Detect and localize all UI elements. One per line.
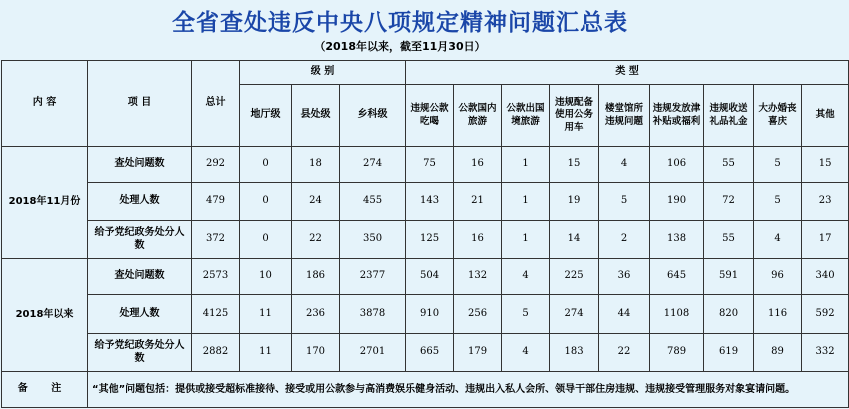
cell-value: 10 [240, 259, 292, 295]
header-level: 县处级 [292, 85, 340, 147]
cell-value: 11 [240, 334, 292, 372]
cell-value: 125 [406, 221, 454, 259]
cell-value: 0 [240, 221, 292, 259]
cell-value: 1108 [650, 295, 704, 334]
table-row [2, 334, 849, 372]
cell-value: 2377 [340, 259, 406, 295]
table-row [2, 183, 849, 221]
header-type: 大办婚丧喜庆 [754, 85, 802, 147]
cell-value: 138 [650, 221, 704, 259]
cell-value: 350 [340, 221, 406, 259]
table-row [2, 259, 849, 295]
cell-value: 4 [502, 259, 550, 295]
header-level: 地厅级 [240, 85, 292, 147]
cell-value: 504 [406, 259, 454, 295]
cell-value: 75 [406, 147, 454, 183]
cell-value: 372 [192, 221, 240, 259]
cell-value: 225 [550, 259, 599, 295]
cell-value: 340 [802, 259, 849, 295]
cell-value: 665 [406, 334, 454, 372]
cell-value: 789 [650, 334, 704, 372]
cell-value: 18 [292, 147, 340, 183]
page-title: 全省查处违反中央八项规定精神问题汇总表 [172, 10, 628, 36]
table-row [2, 147, 849, 183]
item-label: 给予党纪政务处分人数 [88, 334, 192, 372]
cell-value: 0 [240, 183, 292, 221]
cell-value: 55 [704, 147, 754, 183]
cell-value: 22 [292, 221, 340, 259]
header-type-group: 类 型 [406, 61, 849, 85]
header-item: 项 目 [88, 61, 192, 147]
cell-value: 19 [550, 183, 599, 221]
cell-value: 2573 [192, 259, 240, 295]
header-type: 公款国内旅游 [454, 85, 502, 147]
item-label: 处理人数 [88, 295, 192, 334]
header-type: 违规发放津补贴或福利 [650, 85, 704, 147]
cell-value: 183 [550, 334, 599, 372]
cell-value: 5 [754, 183, 802, 221]
cell-value: 1 [502, 183, 550, 221]
summary-table [1, 60, 849, 408]
cell-value: 1 [502, 147, 550, 183]
table-row [2, 295, 849, 334]
cell-value: 16 [454, 147, 502, 183]
item-label: 查处问题数 [88, 147, 192, 183]
cell-value: 22 [599, 334, 650, 372]
cell-value: 332 [802, 334, 849, 372]
period-label: 2018年11月份 [2, 147, 88, 259]
cell-value: 14 [550, 221, 599, 259]
cell-value: 116 [754, 295, 802, 334]
cell-value: 619 [704, 334, 754, 372]
cell-value: 72 [704, 183, 754, 221]
cell-value: 4125 [192, 295, 240, 334]
cell-value: 55 [704, 221, 754, 259]
cell-value: 11 [240, 295, 292, 334]
header-type: 违规公款吃喝 [406, 85, 454, 147]
cell-value: 645 [650, 259, 704, 295]
cell-value: 16 [454, 221, 502, 259]
item-label: 查处问题数 [88, 259, 192, 295]
cell-value: 274 [340, 147, 406, 183]
cell-value: 3878 [340, 295, 406, 334]
cell-value: 186 [292, 259, 340, 295]
cell-value: 143 [406, 183, 454, 221]
cell-value: 24 [292, 183, 340, 221]
cell-value: 2882 [192, 334, 240, 372]
cell-value: 5 [502, 295, 550, 334]
note-text: “其他”问题包括：提供或接受超标准接待、接受或用公款参与高消费娱乐健身活动、违规出入私人会所、领导干部住房违规、违规接受管理服务对象宴请问题。 [88, 372, 849, 408]
cell-value: 1 [502, 221, 550, 259]
header-row-1 [2, 61, 849, 85]
header-level: 乡科级 [340, 85, 406, 147]
cell-value: 910 [406, 295, 454, 334]
cell-value: 4 [599, 147, 650, 183]
cell-value: 455 [340, 183, 406, 221]
page-subtitle: （2018年以来，截至11月30日） [314, 40, 486, 53]
cell-value: 44 [599, 295, 650, 334]
cell-value: 5 [754, 147, 802, 183]
item-label: 处理人数 [88, 183, 192, 221]
cell-value: 274 [550, 295, 599, 334]
cell-value: 23 [802, 183, 849, 221]
cell-value: 132 [454, 259, 502, 295]
cell-value: 170 [292, 334, 340, 372]
cell-value: 591 [704, 259, 754, 295]
cell-value: 592 [802, 295, 849, 334]
cell-value: 236 [292, 295, 340, 334]
cell-value: 15 [550, 147, 599, 183]
header-type: 违规收送礼品礼金 [704, 85, 754, 147]
cell-value: 479 [192, 183, 240, 221]
cell-value: 292 [192, 147, 240, 183]
header-type: 楼堂馆所违规问题 [599, 85, 650, 147]
cell-value: 106 [650, 147, 704, 183]
cell-value: 5 [599, 183, 650, 221]
cell-value: 4 [502, 334, 550, 372]
cell-value: 4 [754, 221, 802, 259]
header-type: 违规配备使用公务用车 [550, 85, 599, 147]
cell-value: 0 [240, 147, 292, 183]
cell-value: 21 [454, 183, 502, 221]
header-type: 其他 [802, 85, 849, 147]
cell-value: 820 [704, 295, 754, 334]
cell-value: 190 [650, 183, 704, 221]
cell-value: 96 [754, 259, 802, 295]
header-type: 公款出国境旅游 [502, 85, 550, 147]
cell-value: 15 [802, 147, 849, 183]
cell-value: 36 [599, 259, 650, 295]
cell-value: 17 [802, 221, 849, 259]
header-content: 内 容 [2, 61, 88, 147]
header-level-group: 级 别 [240, 61, 406, 85]
cell-value: 89 [754, 334, 802, 372]
table-row [2, 221, 849, 259]
note-row [2, 372, 849, 408]
cell-value: 2701 [340, 334, 406, 372]
cell-value: 2 [599, 221, 650, 259]
note-label: 备 注 [2, 372, 88, 408]
cell-value: 179 [454, 334, 502, 372]
item-label: 给予党纪政务处分人数 [88, 221, 192, 259]
header-total: 总计 [192, 61, 240, 147]
cell-value: 256 [454, 295, 502, 334]
period-label: 2018年以来 [2, 259, 88, 372]
